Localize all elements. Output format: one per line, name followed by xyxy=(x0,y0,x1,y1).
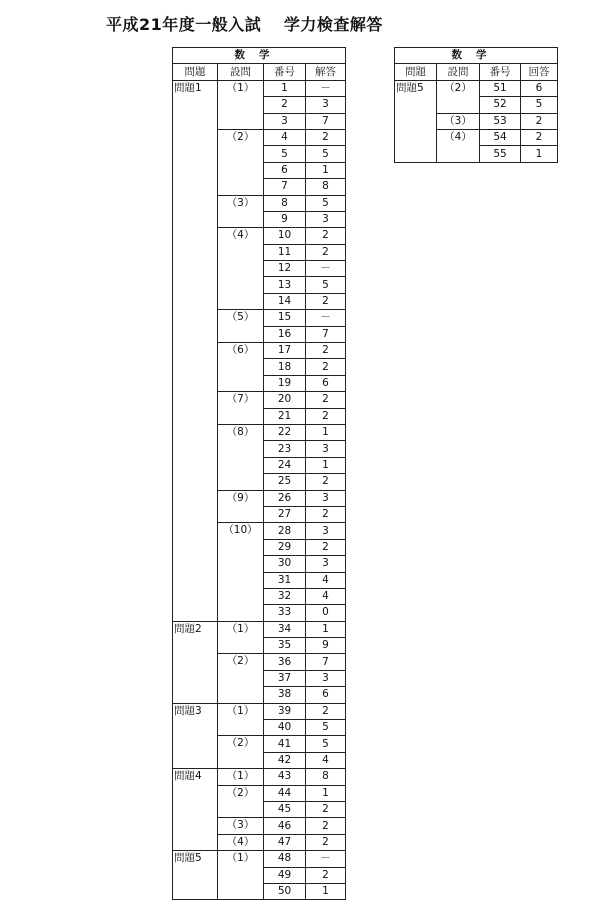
answer-value: 7 xyxy=(306,326,346,342)
subquestion-label: （9） xyxy=(218,490,264,523)
item-number: 36 xyxy=(264,654,306,670)
subquestion-label: （2） xyxy=(218,654,264,703)
answer-value: － xyxy=(306,80,346,96)
item-number: 45 xyxy=(264,801,306,817)
item-number: 4 xyxy=(264,129,306,145)
column-header: 問題 xyxy=(395,64,437,80)
answer-value: 2 xyxy=(306,474,346,490)
item-number: 47 xyxy=(264,834,306,850)
answer-value: 4 xyxy=(306,752,346,768)
answer-value: － xyxy=(306,851,346,867)
item-number: 20 xyxy=(264,392,306,408)
answer-value: 1 xyxy=(306,785,346,801)
item-number: 49 xyxy=(264,867,306,883)
item-number: 40 xyxy=(264,720,306,736)
table-row xyxy=(173,80,346,96)
answer-value: 7 xyxy=(306,113,346,129)
answer-value: － xyxy=(306,261,346,277)
column-header: 番号 xyxy=(264,64,306,80)
answer-value: 5 xyxy=(306,146,346,162)
item-number: 48 xyxy=(264,851,306,867)
answer-value: 8 xyxy=(306,769,346,785)
column-header: 問題 xyxy=(173,64,218,80)
subject-caption: 数学 xyxy=(173,48,346,64)
answer-value: 5 xyxy=(521,97,558,113)
answer-value: 2 xyxy=(306,392,346,408)
table-row xyxy=(173,769,346,785)
subquestion-label: （7） xyxy=(218,392,264,425)
answer-value: 3 xyxy=(306,670,346,686)
subquestion-label: （2） xyxy=(437,80,480,113)
answer-value: 5 xyxy=(306,277,346,293)
answer-value: 2 xyxy=(306,408,346,424)
subject-caption-row xyxy=(173,48,346,64)
subquestion-label: （10） xyxy=(218,523,264,621)
column-header: 設問 xyxy=(218,64,264,80)
answer-value: 3 xyxy=(306,490,346,506)
answer-value: 2 xyxy=(521,113,558,129)
column-header: 解答 xyxy=(306,64,346,80)
answer-value: 1 xyxy=(306,621,346,637)
item-number: 33 xyxy=(264,605,306,621)
answer-value: 2 xyxy=(306,228,346,244)
subquestion-label: （2） xyxy=(218,785,264,818)
answer-value: 3 xyxy=(306,441,346,457)
table-row xyxy=(173,851,346,867)
answer-value: 1 xyxy=(521,146,558,162)
problem-label: 問題4 xyxy=(173,769,218,851)
item-number: 22 xyxy=(264,424,306,440)
item-number: 26 xyxy=(264,490,306,506)
subject-caption-row xyxy=(395,48,558,64)
item-number: 11 xyxy=(264,244,306,260)
item-number: 28 xyxy=(264,523,306,539)
subquestion-label: （1） xyxy=(218,80,264,129)
item-number: 7 xyxy=(264,179,306,195)
answer-value: 2 xyxy=(306,539,346,555)
item-number: 3 xyxy=(264,113,306,129)
answer-value: 4 xyxy=(306,588,346,604)
answer-value: 6 xyxy=(306,375,346,391)
answer-value: 2 xyxy=(306,834,346,850)
table-row xyxy=(173,621,346,637)
column-header: 設問 xyxy=(437,64,480,80)
item-number: 9 xyxy=(264,211,306,227)
answer-value: 3 xyxy=(306,97,346,113)
answer-value: － xyxy=(306,310,346,326)
item-number: 6 xyxy=(264,162,306,178)
answer-value: 2 xyxy=(306,129,346,145)
answer-value: 0 xyxy=(306,605,346,621)
answer-value: 2 xyxy=(306,359,346,375)
item-number: 1 xyxy=(264,80,306,96)
subquestion-label: （4） xyxy=(437,129,480,162)
problem-label: 問題2 xyxy=(173,621,218,703)
item-number: 30 xyxy=(264,556,306,572)
item-number: 51 xyxy=(480,80,521,96)
subquestion-label: （6） xyxy=(218,343,264,392)
subquestion-label: （3） xyxy=(218,195,264,228)
answer-value: 9 xyxy=(306,638,346,654)
answer-value: 3 xyxy=(306,211,346,227)
header-row xyxy=(173,64,346,80)
answer-value: 2 xyxy=(306,867,346,883)
item-number: 16 xyxy=(264,326,306,342)
subquestion-label: （3） xyxy=(437,113,480,129)
table-row xyxy=(395,80,558,96)
answer-value: 2 xyxy=(306,244,346,260)
item-number: 52 xyxy=(480,97,521,113)
answer-value: 1 xyxy=(306,162,346,178)
item-number: 23 xyxy=(264,441,306,457)
problem-label: 問題1 xyxy=(173,80,218,621)
item-number: 53 xyxy=(480,113,521,129)
answer-value: 2 xyxy=(306,703,346,719)
subquestion-label: （1） xyxy=(218,851,264,900)
item-number: 12 xyxy=(264,261,306,277)
item-number: 35 xyxy=(264,638,306,654)
item-number: 24 xyxy=(264,457,306,473)
item-number: 29 xyxy=(264,539,306,555)
item-number: 19 xyxy=(264,375,306,391)
answer-value: 6 xyxy=(521,80,558,96)
subquestion-label: （3） xyxy=(218,818,264,834)
item-number: 27 xyxy=(264,506,306,522)
item-number: 5 xyxy=(264,146,306,162)
subquestion-label: （1） xyxy=(218,621,264,654)
item-number: 13 xyxy=(264,277,306,293)
subquestion-label: （5） xyxy=(218,310,264,343)
item-number: 32 xyxy=(264,588,306,604)
item-number: 46 xyxy=(264,818,306,834)
problem-label: 問題5 xyxy=(173,851,218,900)
subquestion-label: （4） xyxy=(218,228,264,310)
item-number: 10 xyxy=(264,228,306,244)
subquestion-label: （1） xyxy=(218,703,264,736)
answer-value: 8 xyxy=(306,179,346,195)
item-number: 41 xyxy=(264,736,306,752)
subquestion-label: （2） xyxy=(218,129,264,195)
subquestion-label: （1） xyxy=(218,769,264,785)
answer-value: 2 xyxy=(521,129,558,145)
answer-table-problem5 xyxy=(394,47,558,163)
answer-value: 2 xyxy=(306,343,346,359)
answer-value: 1 xyxy=(306,883,346,899)
item-number: 31 xyxy=(264,572,306,588)
subquestion-label: （8） xyxy=(218,424,264,490)
subject-caption: 数学 xyxy=(395,48,558,64)
answer-value: 1 xyxy=(306,457,346,473)
item-number: 43 xyxy=(264,769,306,785)
problem-label: 問題5 xyxy=(395,80,437,162)
column-header: 回答 xyxy=(521,64,558,80)
item-number: 44 xyxy=(264,785,306,801)
item-number: 39 xyxy=(264,703,306,719)
problem-label: 問題3 xyxy=(173,703,218,769)
item-number: 50 xyxy=(264,883,306,899)
item-number: 37 xyxy=(264,670,306,686)
answer-value: 2 xyxy=(306,506,346,522)
item-number: 38 xyxy=(264,687,306,703)
subquestion-label: （2） xyxy=(218,736,264,769)
item-number: 25 xyxy=(264,474,306,490)
item-number: 21 xyxy=(264,408,306,424)
item-number: 17 xyxy=(264,343,306,359)
answer-value: 5 xyxy=(306,195,346,211)
header-row xyxy=(395,64,558,80)
subquestion-label: （4） xyxy=(218,834,264,850)
answer-value: 4 xyxy=(306,572,346,588)
item-number: 2 xyxy=(264,97,306,113)
item-number: 55 xyxy=(480,146,521,162)
answer-value: 3 xyxy=(306,523,346,539)
item-number: 8 xyxy=(264,195,306,211)
column-header: 番号 xyxy=(480,64,521,80)
table-row xyxy=(173,703,346,719)
answer-value: 1 xyxy=(306,424,346,440)
answer-table-main xyxy=(172,47,346,900)
answer-value: 2 xyxy=(306,818,346,834)
answer-value: 5 xyxy=(306,720,346,736)
item-number: 18 xyxy=(264,359,306,375)
answer-value: 5 xyxy=(306,736,346,752)
item-number: 34 xyxy=(264,621,306,637)
answer-value: 3 xyxy=(306,556,346,572)
item-number: 42 xyxy=(264,752,306,768)
answer-value: 6 xyxy=(306,687,346,703)
answer-value: 2 xyxy=(306,293,346,309)
item-number: 14 xyxy=(264,293,306,309)
answer-value: 7 xyxy=(306,654,346,670)
item-number: 54 xyxy=(480,129,521,145)
item-number: 15 xyxy=(264,310,306,326)
document-title: 平成21年度一般入試 学力検査解答 xyxy=(106,15,383,34)
answer-value: 2 xyxy=(306,801,346,817)
